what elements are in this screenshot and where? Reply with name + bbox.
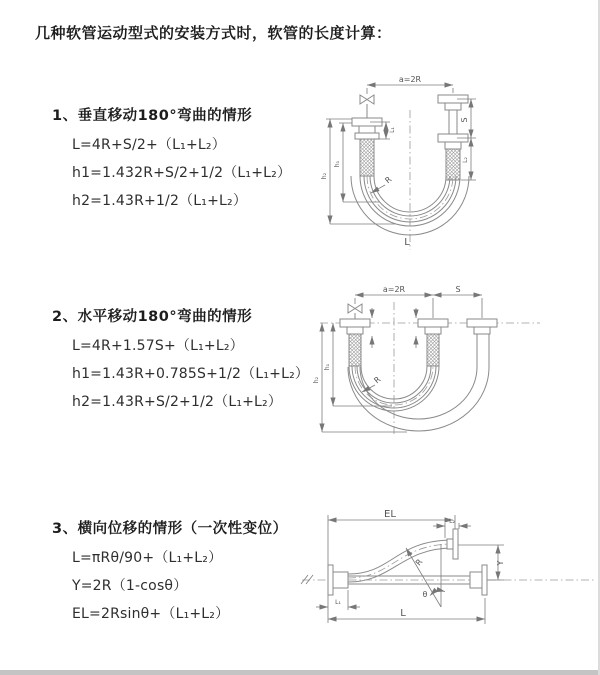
diagram-lateral-displacement bbox=[298, 502, 598, 645]
section-2-heading: 2、水平移动180°弯曲的情形 bbox=[52, 309, 253, 325]
dim-label-y: Y bbox=[496, 560, 505, 566]
right-lower-flange-fitting bbox=[470, 565, 487, 595]
dim-label-h1: h₁ bbox=[334, 160, 341, 168]
formula-line: h1=1.432R+S/2+1/2（L₁+L₂） bbox=[72, 165, 292, 181]
dimension-l2 bbox=[433, 518, 471, 538]
dimension-a2r bbox=[367, 75, 453, 94]
dim-label-h1: h₁ bbox=[324, 363, 331, 371]
section-3-heading: 3、横向位移的情形（一次性变位） bbox=[52, 521, 288, 537]
section-1-formulas bbox=[52, 136, 352, 211]
dim-label-h2: h₂ bbox=[321, 172, 328, 180]
right-upper-flange-fitting bbox=[447, 529, 458, 559]
braided-section bbox=[427, 334, 439, 366]
section-2 bbox=[52, 305, 352, 421]
dim-label-l1: L₁ bbox=[389, 127, 396, 133]
dim-label-a2r: a=2R bbox=[382, 285, 406, 294]
dim-label-l2: L₂ bbox=[449, 518, 455, 525]
valve-icon bbox=[360, 95, 374, 118]
formula-line: EL=2Rsinθ+（L₁+L₂） bbox=[72, 606, 230, 622]
right-flange-fitting bbox=[438, 95, 468, 180]
dim-label-el: EL bbox=[384, 509, 396, 520]
page-title: 几种软管运动型式的安装方式时，软管的长度计算： bbox=[35, 24, 392, 42]
dim-label-l: L bbox=[400, 608, 406, 619]
right-flange-fitting bbox=[467, 319, 497, 334]
braided-section bbox=[446, 149, 460, 180]
dim-label-h2: h₂ bbox=[313, 376, 320, 384]
valve-icon bbox=[348, 304, 362, 319]
middle-flange-fitting bbox=[418, 319, 448, 366]
dim-label-r: R bbox=[413, 557, 425, 568]
dim-label-a2r: a=2R bbox=[398, 75, 422, 84]
left-flange-fitting bbox=[352, 118, 382, 176]
formula-line: h2=1.43R+1/2（L₁+L₂） bbox=[72, 193, 248, 209]
dim-label-l1: L₁ bbox=[335, 599, 341, 606]
section-1-heading: 1、垂直移动180°弯曲的情形 bbox=[52, 108, 253, 124]
formula-line: L=4R+S/2+（L₁+L₂） bbox=[72, 137, 226, 153]
dimension-a2r-s bbox=[355, 285, 482, 318]
dimension-l bbox=[328, 598, 485, 624]
diagram-horizontal-bend bbox=[312, 282, 548, 462]
formula-line: h1=1.43R+0.785S+1/2（L₁+L₂） bbox=[72, 366, 310, 382]
hose-displaced-position bbox=[348, 334, 489, 431]
dim-label-l2: L₂ bbox=[462, 157, 469, 163]
section-2-formulas bbox=[52, 337, 352, 412]
scan-edge-bottom bbox=[0, 670, 600, 675]
formula-line: Y=2R（1-cosθ） bbox=[72, 578, 188, 594]
dim-label-s: S bbox=[455, 285, 461, 294]
braided-section bbox=[349, 334, 361, 366]
formula-line: L=πRθ/90+（L₁+L₂） bbox=[72, 550, 223, 566]
hose-u-bend bbox=[349, 366, 439, 411]
left-flange-fitting bbox=[328, 565, 348, 595]
left-flange-fitting bbox=[340, 319, 370, 366]
diagram-vertical-bend bbox=[310, 72, 525, 260]
dim-label-theta: θ bbox=[422, 590, 428, 599]
dim-label-r: R bbox=[383, 174, 394, 186]
formula-line: h2=1.43R+S/2+1/2（L₁+L₂） bbox=[72, 394, 283, 410]
formula-line: L=4R+1.57S+（L₁+L₂） bbox=[72, 338, 244, 354]
axis-break-mark bbox=[301, 575, 313, 584]
dim-label-s: S bbox=[460, 117, 469, 123]
dim-label-r: R bbox=[372, 374, 383, 386]
dim-label-l: L bbox=[404, 237, 410, 248]
dimension-l1 bbox=[316, 590, 360, 610]
braided-section bbox=[360, 139, 374, 176]
section-1 bbox=[52, 104, 352, 220]
